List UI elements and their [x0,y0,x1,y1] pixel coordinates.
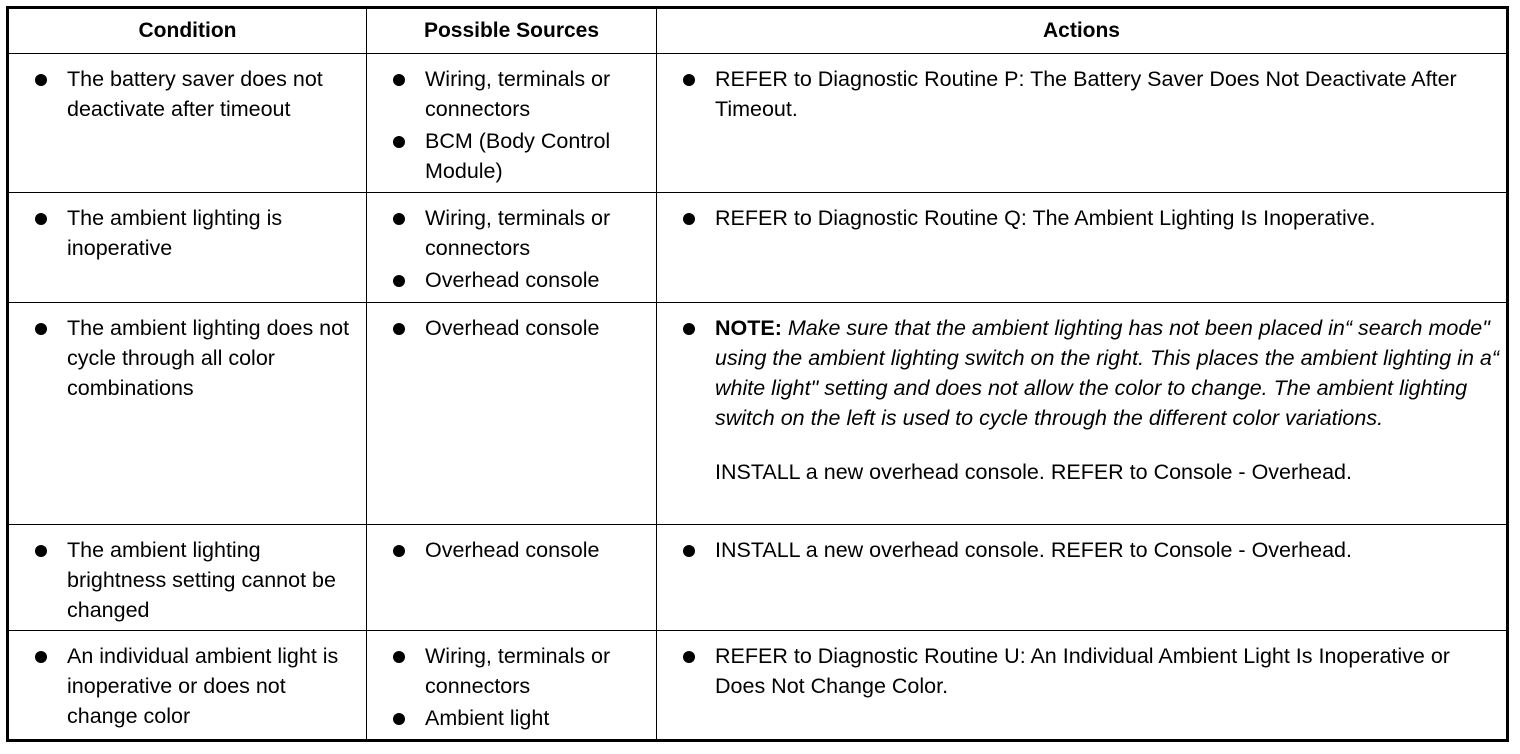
action-text: INSTALL a new overhead console. REFER to Console - Overhead. [715,460,1352,484]
sources-cell [367,54,657,193]
table-row [8,303,1508,525]
source-item: Wiring, terminals or connectors [367,641,650,701]
source-item: Overhead console [367,535,650,565]
action-text: REFER to Diagnostic Routine P: The Battery Saver Does Not Deactivate After Timeout. [657,64,1500,124]
condition-cell [8,631,367,741]
condition-cell [8,303,367,525]
condition-text: The battery saver does not deactivate after timeout [9,64,360,124]
action-note [657,313,1500,487]
action-text: REFER to Diagnostic Routine Q: The Ambient Lighting Is Inoperative. [657,203,1500,233]
header-actions: Actions [657,8,1508,54]
header-possible-sources: Possible Sources [367,8,657,54]
sources-cell [367,525,657,631]
actions-cell [657,631,1508,741]
diagnostic-table [6,6,1509,742]
sources-cell [367,193,657,303]
header-row [8,8,1508,54]
sources-cell [367,303,657,525]
action-text: INSTALL a new overhead console. REFER to Console - Overhead. [657,535,1500,565]
source-item: BCM (Body Control Module) [367,126,650,186]
actions-cell [657,303,1508,525]
condition-cell [8,193,367,303]
source-item: Ambient light [367,703,650,733]
note-label: NOTE: [715,316,782,340]
header-condition: Condition [8,8,367,54]
action-text: REFER to Diagnostic Routine U: An Individual Ambient Light Is Inoperative or Does Not Change Color. [657,641,1500,701]
table-row [8,193,1508,303]
table-row [8,525,1508,631]
condition-text: The ambient lighting is inoperative [9,203,360,263]
table-row [8,54,1508,193]
source-item: Overhead console [367,313,650,343]
source-item: Wiring, terminals or connectors [367,203,650,263]
actions-cell [657,525,1508,631]
actions-cell [657,193,1508,303]
source-item: Overhead console [367,265,650,295]
condition-text: The ambient lighting brightness setting cannot be changed [9,535,360,625]
sources-cell [367,631,657,741]
condition-cell [8,525,367,631]
condition-cell [8,54,367,193]
actions-cell [657,54,1508,193]
condition-text: The ambient lighting does not cycle through all color combinations [9,313,360,403]
note-text: Make sure that the ambient lighting has not been placed in“ search mode" using the ambient lighting switch on the right. This places the ambient lighting in a“ white light" setting and does not allow the color to change. The ambient lighting switch on the left is used to cycle through the different color variations. [715,316,1499,430]
table-row [8,631,1508,741]
source-item: Wiring, terminals or connectors [367,64,650,124]
condition-text: An individual ambient light is inoperative or does not change color [9,641,360,731]
